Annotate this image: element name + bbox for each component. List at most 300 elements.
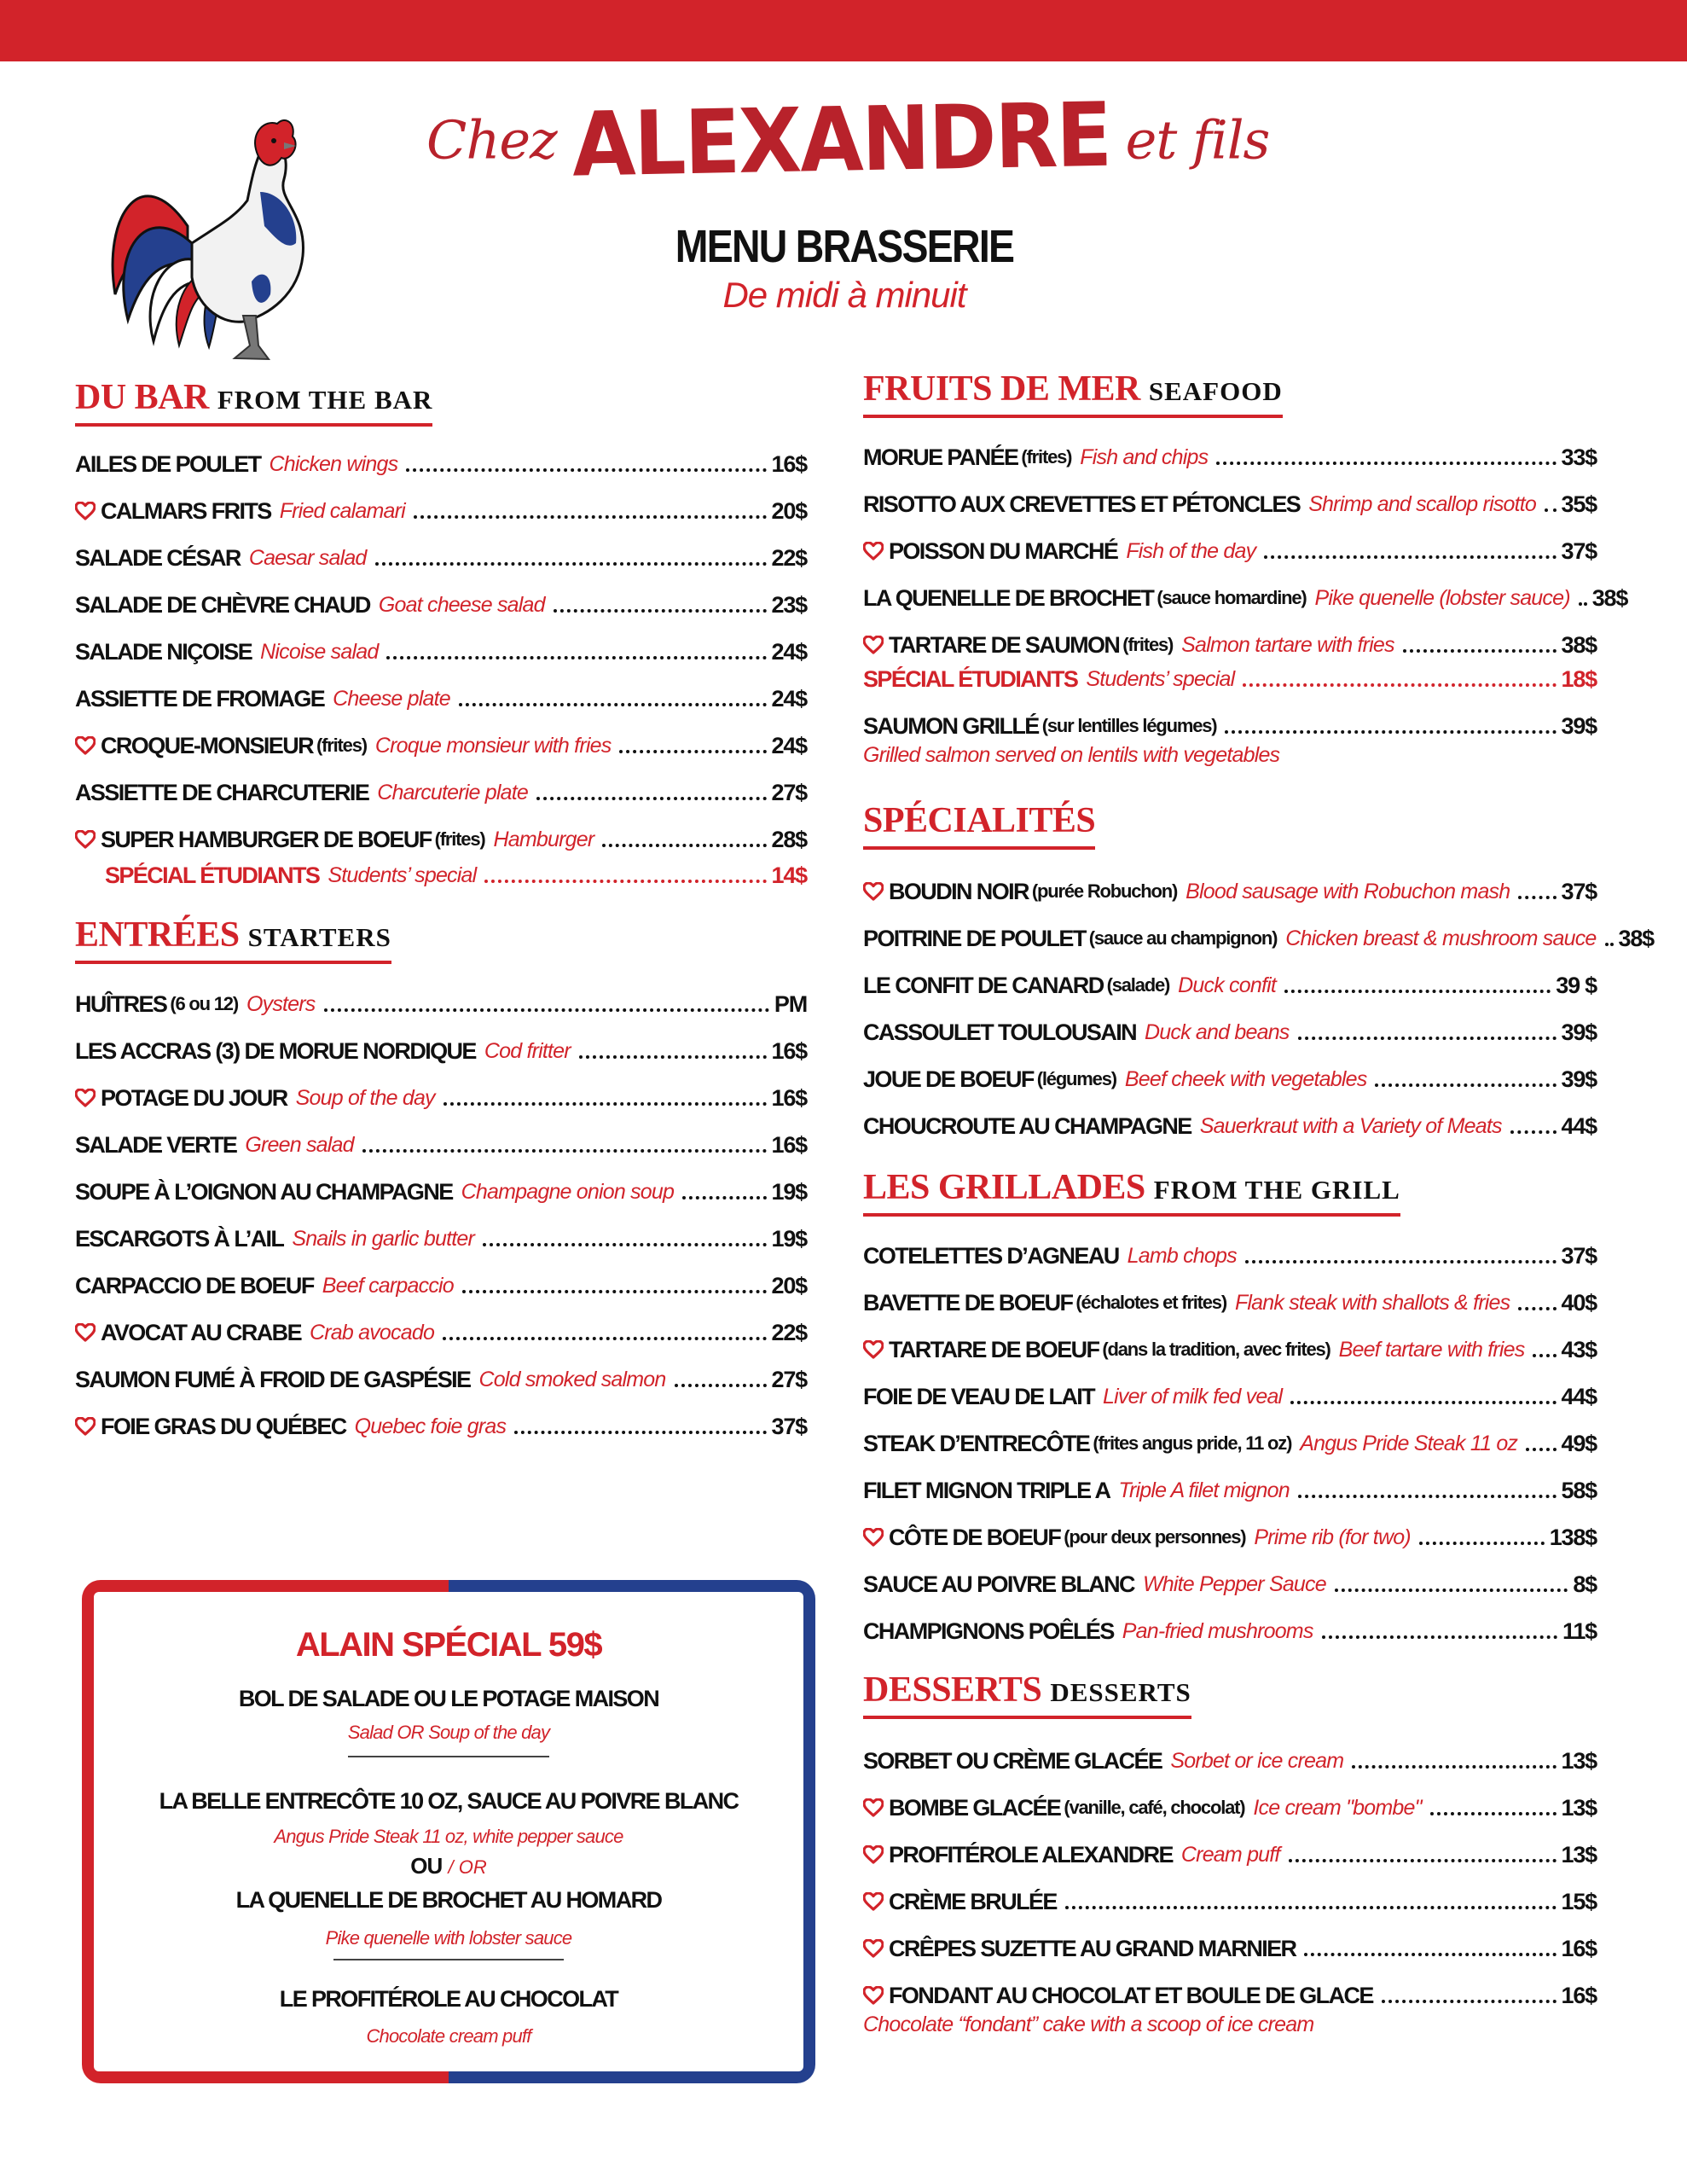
heart-icon <box>863 1980 889 2011</box>
section-header <box>75 377 432 427</box>
menu-item <box>863 532 1597 566</box>
item-name-en: Cheese plate <box>333 687 450 711</box>
menu-item <box>75 727 807 761</box>
dot-leader <box>1322 1635 1558 1639</box>
item-price: 49$ <box>1561 1431 1597 1456</box>
section-header <box>75 915 391 964</box>
item-name-en: Sauerkraut with a Variety of Meats <box>1199 1114 1502 1138</box>
menu-item <box>863 485 1597 520</box>
item-name-fr: POTAGE DU JOUR <box>101 1085 287 1111</box>
menu-item <box>863 579 1628 613</box>
dot-leader <box>1264 555 1556 559</box>
course-1-en: Salad OR Soup of the day <box>347 1722 550 1743</box>
dot-leader <box>459 703 767 706</box>
item-name-fr: CASSOULET TOULOUSAIN <box>863 1019 1137 1045</box>
section-title-en: DESSERTS <box>1050 1677 1191 1707</box>
item-price: 58$ <box>1561 1478 1597 1503</box>
dot-leader <box>554 609 767 613</box>
item-name-fr: CALMARS FRITS <box>101 498 271 524</box>
course-1: BOL DE SALADE OU LE POTAGE MAISON <box>238 1686 659 1711</box>
dot-leader <box>675 1384 767 1387</box>
item-name-fr: AVOCAT AU CRABE <box>101 1320 301 1345</box>
item-name-fr: BOMBE GLACÉE <box>889 1795 1061 1821</box>
heart-icon <box>863 630 889 660</box>
menu-item <box>863 1472 1597 1506</box>
item-note: (frites) <box>316 735 367 756</box>
menu-item <box>75 492 807 526</box>
menu-item <box>863 967 1597 1001</box>
menu-item <box>863 1014 1597 1048</box>
item-name-fr: RISOTTO AUX CREVETTES ET PÉTONCLES <box>863 491 1301 517</box>
item-name-fr: POISSON DU MARCHÉ <box>889 538 1118 564</box>
item-note: (salade) <box>1106 974 1170 996</box>
dot-leader <box>1430 1812 1557 1815</box>
item-price: 37$ <box>1561 1243 1597 1269</box>
item-name-fr: STEAK D’ENTRECÔTE <box>863 1431 1090 1456</box>
menu-item <box>75 821 807 855</box>
item-name-en: Green salad <box>245 1133 354 1157</box>
item-price: 16$ <box>1561 1936 1597 1961</box>
item-name-en: Cream puff <box>1180 1843 1280 1867</box>
item-name-fr: JOUE DE BOEUF <box>863 1066 1034 1092</box>
dot-leader <box>414 515 767 519</box>
menu-item <box>75 1408 807 1442</box>
item-price: 23$ <box>771 592 807 618</box>
dot-leader <box>682 1196 766 1199</box>
section-specialites <box>863 800 1597 850</box>
item-name-fr: SAUMON FUMÉ À FROID DE GASPÉSIE <box>75 1367 471 1392</box>
item-price: 38$ <box>1561 632 1597 658</box>
item-name-en: Sorbet or ice cream <box>1170 1749 1344 1773</box>
item-note: (purée Robuchon) <box>1031 880 1178 902</box>
item-name-fr: BAVETTE DE BOEUF <box>863 1290 1073 1316</box>
item-price: 38$ <box>1618 926 1654 951</box>
item-price: 22$ <box>771 545 807 571</box>
brand-prefix: Chez <box>426 108 557 171</box>
item-name-en: Angus Pride Steak 11 oz <box>1300 1432 1518 1455</box>
menu-item <box>863 1284 1597 1318</box>
item-name-fr: FOIE DE VEAU DE LAIT <box>863 1384 1095 1409</box>
item-name-fr: CRÈME BRULÉE <box>889 1889 1057 1914</box>
item-price: 24$ <box>771 733 807 758</box>
menu-item <box>75 539 807 573</box>
item-name-en: Duck and beans <box>1145 1020 1290 1044</box>
item-price: 28$ <box>771 827 807 852</box>
menu-hours: De midi à minuit <box>722 275 966 315</box>
section-title-fr: DESSERTS <box>863 1670 1042 1710</box>
dot-leader <box>324 1008 769 1012</box>
item-price: 24$ <box>771 686 807 712</box>
item-name-en: Champagne onion soup <box>461 1180 675 1204</box>
section-header <box>863 369 1283 418</box>
menu-item <box>863 1883 1597 1917</box>
dot-leader <box>362 1149 767 1153</box>
dot-leader <box>1375 1083 1556 1087</box>
item-name-fr: SALADE NIÇOISE <box>75 639 252 665</box>
dot-leader <box>1245 1260 1557 1263</box>
item-name-fr: CHAMPIGNONS POÊLÉS <box>863 1618 1114 1644</box>
item-name-fr: ASSIETTE DE CHARCUTERIE <box>75 780 369 805</box>
item-price: 8$ <box>1573 1571 1597 1597</box>
heart-icon <box>75 496 101 526</box>
heart-icon <box>863 1334 889 1365</box>
item-price: 39$ <box>1561 713 1597 739</box>
item-name-en: Students’ special <box>1086 667 1235 691</box>
dot-leader <box>1545 508 1557 512</box>
item-name-en: Lamb chops <box>1127 1244 1237 1268</box>
menu-item <box>75 445 807 479</box>
item-name-en: Quebec foie gras <box>354 1414 507 1438</box>
divider <box>333 1959 564 1960</box>
item-name-fr: ESCARGOTS À L’AIL <box>75 1226 284 1252</box>
item-note: (frites) <box>1021 446 1072 468</box>
item-name-en: Hamburger <box>493 828 594 851</box>
menu-item <box>75 774 807 808</box>
item-name-fr: SPÉCIAL ÉTUDIANTS <box>863 666 1078 692</box>
item-note: (légumes) <box>1036 1068 1116 1089</box>
item-name-en: Charcuterie plate <box>377 781 529 804</box>
menu-item <box>863 1977 1597 2011</box>
item-name-fr: SUPER HAMBURGER DE BOEUF <box>101 827 432 852</box>
item-name-fr: SALADE VERTE <box>75 1132 237 1158</box>
menu-item <box>75 586 807 620</box>
item-name-en: Cold smoked salmon <box>478 1368 666 1391</box>
item-price: 15$ <box>1561 1889 1597 1914</box>
section-du-bar <box>75 377 807 427</box>
item-price: 11$ <box>1562 1618 1597 1644</box>
alain-special-box <box>82 1580 815 2083</box>
heart-icon <box>863 1792 889 1823</box>
menu-item <box>863 1378 1597 1412</box>
item-price: 43$ <box>1561 1337 1597 1362</box>
item-note: (sur lentilles légumes) <box>1041 715 1217 736</box>
heart-icon <box>863 536 889 566</box>
section-grillades <box>863 1167 1597 1217</box>
student-special-row <box>863 660 1597 694</box>
item-name-en: Liver of milk fed veal <box>1103 1385 1283 1409</box>
item-name-en: Soup of the day <box>295 1086 435 1110</box>
brand-name: ALEXANDRE <box>571 83 1111 197</box>
item-name-fr: BOUDIN NOIR <box>889 879 1029 904</box>
dot-leader <box>514 1431 766 1434</box>
item-price: 19$ <box>771 1226 807 1252</box>
section-desserts <box>863 1670 1597 1719</box>
item-price: 13$ <box>1561 1748 1597 1774</box>
menu-item <box>75 1267 807 1301</box>
dot-leader <box>386 656 766 659</box>
dot-leader <box>483 1243 767 1246</box>
item-name-fr: SAUCE AU POIVRE BLANC <box>863 1571 1134 1597</box>
heart-icon <box>75 1411 101 1442</box>
item-name-en: Salmon tartare with fries <box>1181 633 1394 657</box>
item-name-en: Pike quenelle (lobster sauce) <box>1314 586 1570 610</box>
menu-item <box>863 1237 1597 1271</box>
item-note: (sauce au champignon) <box>1088 927 1278 949</box>
section-title-fr: LES GRILLADES <box>863 1168 1145 1207</box>
or-separator <box>94 1853 803 1879</box>
item-price: 22$ <box>771 1320 807 1345</box>
menu-item <box>75 1314 807 1348</box>
item-note: (frites) <box>434 828 485 850</box>
item-price: 33$ <box>1561 444 1597 470</box>
dot-leader <box>484 880 766 883</box>
dot-leader <box>375 562 767 566</box>
item-name-fr: POITRINE DE POULET <box>863 926 1086 951</box>
item-description-en: Chocolate “fondant” cake with a scoop of ice cream <box>863 2013 1314 2036</box>
menu-item <box>863 439 1597 473</box>
menu-item <box>75 1220 807 1254</box>
item-name-en: Shrimp and scallop risotto <box>1308 492 1537 516</box>
menu-item <box>75 1079 807 1113</box>
course-2b: LA QUENELLE DE BROCHET AU HOMARD <box>235 1887 662 1913</box>
item-note: (sauce homardine) <box>1157 587 1307 608</box>
item-price: 13$ <box>1561 1795 1597 1821</box>
item-price: 16$ <box>771 451 807 477</box>
heart-icon <box>863 1522 889 1553</box>
item-note: (6 ou 12) <box>170 993 238 1014</box>
menu-item <box>863 1425 1597 1459</box>
menu-item <box>863 1836 1597 1870</box>
item-name-fr: SAUMON GRILLÉ <box>863 713 1039 739</box>
course-3: LE PROFITÉROLE AU CHOCOLAT <box>279 1986 618 2012</box>
item-note: (échalotes et frites) <box>1075 1292 1226 1313</box>
item-name-en: Caesar salad <box>248 546 367 570</box>
item-description-en: Grilled salmon served on lentils with vegetables <box>863 743 1280 767</box>
divider <box>348 1756 549 1757</box>
item-name-fr: SORBET OU CRÈME GLACÉE <box>863 1748 1162 1774</box>
heart-icon <box>863 1839 889 1870</box>
dot-leader <box>1304 1953 1556 1956</box>
right-column <box>863 0 1654 2184</box>
course-2b-en: Pike quenelle with lobster sauce <box>325 1927 572 1949</box>
item-name-en: Fish of the day <box>1126 539 1256 563</box>
item-name-fr: CARPACCIO DE BOEUF <box>75 1273 314 1298</box>
menu-item <box>863 1612 1597 1647</box>
dot-leader <box>1225 730 1556 734</box>
item-name-fr: HUÎTRES <box>75 991 167 1017</box>
heart-icon <box>863 876 889 907</box>
item-name-en: White Pepper Sauce <box>1142 1572 1326 1596</box>
item-name-fr: LA QUENELLE DE BROCHET <box>863 585 1154 611</box>
item-note: (pour deux personnes) <box>1064 1526 1246 1548</box>
dot-leader <box>1579 602 1587 606</box>
item-price: 39 $ <box>1556 973 1597 998</box>
menu-item <box>75 633 807 667</box>
menu-item <box>75 680 807 714</box>
section-title-fr: DU BAR <box>75 378 209 417</box>
item-name-en: Oysters <box>246 992 316 1016</box>
section-title-fr: SPÉCIALITÉS <box>863 801 1096 840</box>
item-price: 138$ <box>1549 1525 1597 1550</box>
student-special-row <box>75 857 807 891</box>
item-name-en: Students’ special <box>328 863 477 887</box>
dot-leader <box>536 797 767 800</box>
dot-leader <box>1065 1906 1557 1909</box>
item-name-en: Croque monsieur with fries <box>374 734 612 758</box>
heart-icon <box>75 1083 101 1113</box>
dot-leader <box>1289 1859 1557 1862</box>
item-price: PM <box>774 991 807 1017</box>
dot-leader <box>1298 1037 1557 1040</box>
item-name-en: Prime rib (for two) <box>1254 1525 1411 1549</box>
dot-leader <box>1298 1495 1557 1498</box>
dot-leader <box>1526 1448 1556 1451</box>
menu-item <box>863 626 1597 660</box>
dot-leader <box>579 1055 767 1059</box>
section-header <box>863 800 1095 850</box>
item-note: (frites) <box>1122 634 1174 655</box>
menu-item <box>863 1331 1597 1365</box>
item-name-fr: PROFITÉROLE ALEXANDRE <box>889 1842 1173 1867</box>
item-name-en: Fish and chips <box>1080 445 1209 469</box>
item-price: 24$ <box>771 639 807 665</box>
item-name-fr: CHOUCROUTE AU CHAMPAGNE <box>863 1113 1191 1139</box>
section-title-en: STARTERS <box>247 922 391 952</box>
menu-item <box>863 1565 1597 1600</box>
item-note: (dans la tradition, avec frites) <box>1102 1339 1330 1360</box>
menu-item <box>863 873 1597 907</box>
item-price: 16$ <box>771 1132 807 1158</box>
item-name-fr: FOIE GRAS DU QUÉBEC <box>101 1414 346 1439</box>
menu-item <box>75 1173 807 1207</box>
item-name-fr: ASSIETTE DE FROMAGE <box>75 686 325 712</box>
item-name-fr: TARTARE DE SAUMON <box>889 632 1120 658</box>
dot-leader <box>406 468 766 472</box>
dot-leader <box>1605 943 1614 946</box>
dot-leader <box>1510 1130 1557 1134</box>
item-price: 16$ <box>1561 1983 1597 2008</box>
item-name-en: Chicken breast & mushroom sauce <box>1285 926 1597 950</box>
item-name-fr: SALADE CÉSAR <box>75 545 241 571</box>
section-title-en: SEAFOOD <box>1148 376 1283 406</box>
menu-title: MENU BRASSERIE <box>675 221 1014 272</box>
dot-leader <box>1518 896 1556 899</box>
course-2a-en: Angus Pride Steak 11 oz, white pepper sauce <box>274 1826 623 1847</box>
dot-leader <box>1403 649 1557 653</box>
menu-item <box>75 1126 807 1160</box>
item-price: 19$ <box>771 1179 807 1205</box>
item-price: 44$ <box>1561 1113 1597 1139</box>
dot-leader <box>1533 1354 1556 1357</box>
heart-icon <box>75 730 101 761</box>
item-name-fr: MORUE PANÉE <box>863 444 1018 470</box>
dot-leader <box>1335 1589 1568 1592</box>
menu-item <box>863 1060 1597 1095</box>
section-entrees <box>75 915 807 964</box>
menu-item <box>863 920 1654 954</box>
dot-leader <box>1518 1307 1556 1310</box>
item-price: 44$ <box>1561 1384 1597 1409</box>
item-name-en: Chicken wings <box>269 452 398 476</box>
item-note: (frites angus pride, 11 oz) <box>1093 1432 1292 1454</box>
item-name-en: Blood sausage with Robuchon mash <box>1186 880 1510 903</box>
item-price: 37$ <box>771 1414 807 1439</box>
section-title-en: FROM THE GRILL <box>1153 1175 1400 1205</box>
menu-item <box>863 1107 1597 1141</box>
item-name-fr: CRÊPES SUZETTE AU GRAND MARNIER <box>889 1936 1296 1961</box>
section-header <box>863 1670 1191 1719</box>
item-name-fr: TARTARE DE BOEUF <box>889 1337 1099 1362</box>
item-price: 16$ <box>771 1038 807 1064</box>
menu-item <box>863 1789 1597 1823</box>
menu-item <box>863 1930 1597 1964</box>
menu-item <box>863 1519 1597 1553</box>
item-price: 37$ <box>1561 879 1597 904</box>
item-name-en: Beef carpaccio <box>322 1274 454 1298</box>
item-price: 13$ <box>1561 1842 1597 1867</box>
item-name-en: Beef tartare with fries <box>1338 1338 1525 1362</box>
section-title-fr: FRUITS DE MER <box>863 369 1140 409</box>
brand-suffix: et fils <box>1125 108 1270 171</box>
item-price: 18$ <box>1561 666 1597 692</box>
alain-special-title: ALAIN SPÉCIAL 59$ <box>295 1626 602 1664</box>
item-name-fr: SOUPE À L’OIGNON AU CHAMPAGNE <box>75 1179 453 1205</box>
item-name-en: Beef cheek with vegetables <box>1124 1067 1367 1091</box>
section-title-fr: ENTRÉES <box>75 915 240 955</box>
dot-leader <box>619 750 766 753</box>
item-price: 39$ <box>1561 1066 1597 1092</box>
dot-leader <box>443 1337 766 1340</box>
item-name-fr: LES ACCRAS (3) DE MORUE NORDIQUE <box>75 1038 476 1064</box>
menu-item <box>863 707 1597 741</box>
dot-leader <box>602 844 766 847</box>
section-header <box>863 1167 1400 1217</box>
item-name-fr: CÔTE DE BOEUF <box>889 1525 1061 1550</box>
item-price: 40$ <box>1561 1290 1597 1316</box>
item-note: (vanille, café, chocolat) <box>1064 1797 1245 1818</box>
item-name-en: Fried calamari <box>279 499 405 523</box>
course-3-en: Chocolate cream puff <box>366 2025 531 2047</box>
section-fruits-de-mer <box>863 369 1597 418</box>
item-price: 35$ <box>1561 491 1597 517</box>
item-name-fr: COTELETTES D’AGNEAU <box>863 1243 1119 1269</box>
item-name-fr: CROQUE-MONSIEUR <box>101 733 314 758</box>
item-name-fr: AILES DE POULET <box>75 451 261 477</box>
item-price: 38$ <box>1591 585 1628 611</box>
item-name-en: Ice cream "bombe" <box>1253 1796 1422 1820</box>
item-name-en: Crab avocado <box>310 1321 435 1345</box>
item-price: 27$ <box>771 1367 807 1392</box>
item-name-fr: FILET MIGNON TRIPLE A <box>863 1478 1110 1503</box>
dot-leader <box>1290 1401 1556 1404</box>
item-price: 39$ <box>1561 1019 1597 1045</box>
item-price: 14$ <box>771 863 807 888</box>
item-name-fr: SALADE DE CHÈVRE CHAUD <box>75 592 370 618</box>
heart-icon <box>863 1933 889 1964</box>
item-name-en: Duck confit <box>1178 973 1276 997</box>
alain-special-content <box>94 1592 803 2071</box>
item-name-en: Snails in garlic butter <box>292 1227 474 1251</box>
dot-leader <box>1284 990 1551 993</box>
item-name-en: Flank steak with shallots & fries <box>1234 1291 1510 1315</box>
section-title-en: FROM THE BAR <box>217 385 433 415</box>
dot-leader <box>1352 1765 1556 1769</box>
item-name-en: Goat cheese salad <box>378 593 545 617</box>
menu-item <box>75 1361 807 1395</box>
heart-icon <box>863 1886 889 1917</box>
item-name-en: Nicoise salad <box>260 640 379 664</box>
item-price: 20$ <box>771 1273 807 1298</box>
item-price: 16$ <box>771 1085 807 1111</box>
item-name-en: Triple A filet mignon <box>1118 1478 1290 1502</box>
menu-item <box>75 1032 807 1066</box>
item-name-fr: FONDANT AU CHOCOLAT ET BOULE DE GLACE <box>889 1983 1373 2008</box>
item-price: 27$ <box>771 780 807 805</box>
item-name-fr: LE CONFIT DE CANARD <box>863 973 1104 998</box>
dot-leader <box>443 1102 767 1106</box>
dot-leader <box>1216 462 1556 465</box>
heart-icon <box>75 1317 101 1348</box>
